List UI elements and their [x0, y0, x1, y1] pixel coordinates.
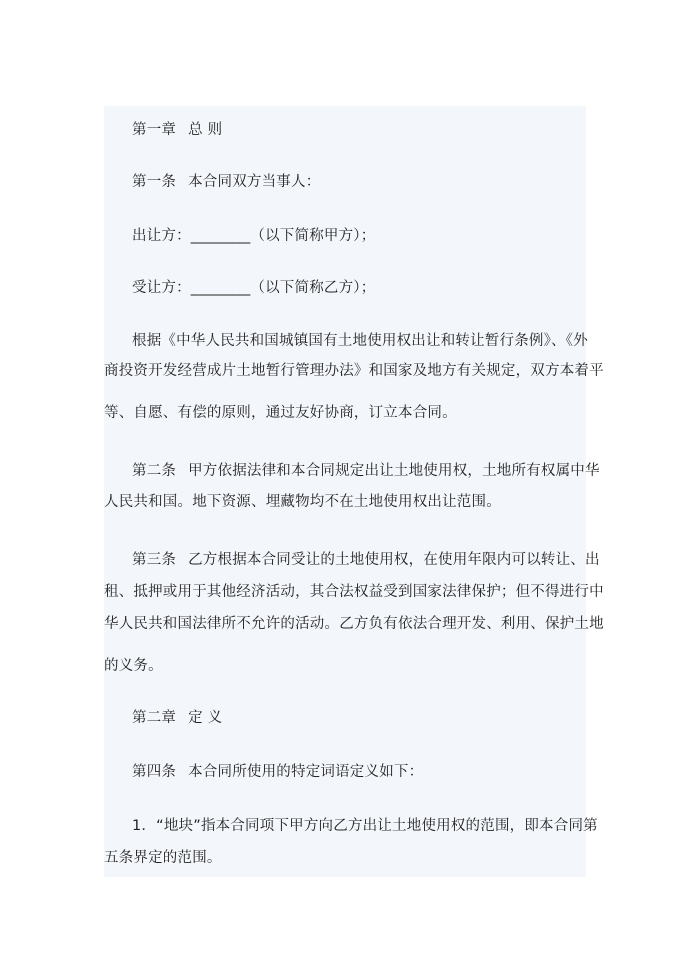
article-2-label: 第二条 [132, 463, 177, 479]
article-4-text: 本合同所使用的特定词语定义如下： [188, 764, 424, 780]
document-page [104, 106, 604, 877]
article-3-line-3: 华人民共和国法律所不允许的活动。乙方负有依法合理开发、利用、保护土地 [104, 616, 604, 632]
article-1-label: 第一条 [132, 174, 177, 190]
party-b-line: 受让方：________（以下简称乙方）； [132, 280, 376, 296]
preamble-line-2: 商投资开发经营成片土地暂行管理办法》和国家及地方有关规定，双方本着平 [104, 363, 604, 379]
chapter-1-heading [104, 120, 586, 140]
chapter-1-title: 总 则 [188, 122, 223, 138]
definition-1-line-2: 五条界定的范围。 [104, 850, 222, 866]
article-3-line-4: 的义务。 [104, 658, 163, 674]
article-3-line-1 [104, 550, 600, 570]
article-2-line-2: 人民共和国。地下资源、埋藏物均不在土地使用权出让范围。 [104, 494, 501, 510]
party-a-line: 出让方：________（以下简称甲方）； [132, 228, 376, 244]
preamble-line-3: 等、自愿、有偿的原则，通过友好协商，订立本合同。 [104, 405, 457, 421]
chapter-2-heading [104, 708, 586, 728]
chapter-2-title: 定 义 [188, 710, 223, 726]
article-2-line-1 [104, 461, 600, 481]
article-4 [104, 762, 586, 782]
article-4-label: 第四条 [132, 764, 177, 780]
article-1-text: 本合同双方当事人： [188, 174, 321, 190]
preamble-line-1: 根据《中华人民共和国城镇国有土地使用权出让和转让暂行条例》、《外 [132, 333, 588, 349]
article-3-line-2: 租、抵押或用于其他经济活动，其合法权益受到国家法律保护；但不得进行中 [104, 584, 604, 600]
chapter-1-label: 第一章 [132, 122, 177, 138]
article-2-text-1: 甲方依据法律和本合同规定出让土地使用权，土地所有权属中华 [188, 463, 600, 479]
article-3-label: 第三条 [132, 552, 177, 568]
chapter-2-label: 第二章 [132, 710, 177, 726]
article-1 [104, 172, 586, 192]
article-3-text-1: 乙方根据本合同受让的土地使用权，在使用年限内可以转让、出 [188, 552, 600, 568]
definition-1-line-1: 1．“地块”指本合同项下甲方向乙方出让土地使用权的范围，即本合同第 [132, 818, 598, 834]
